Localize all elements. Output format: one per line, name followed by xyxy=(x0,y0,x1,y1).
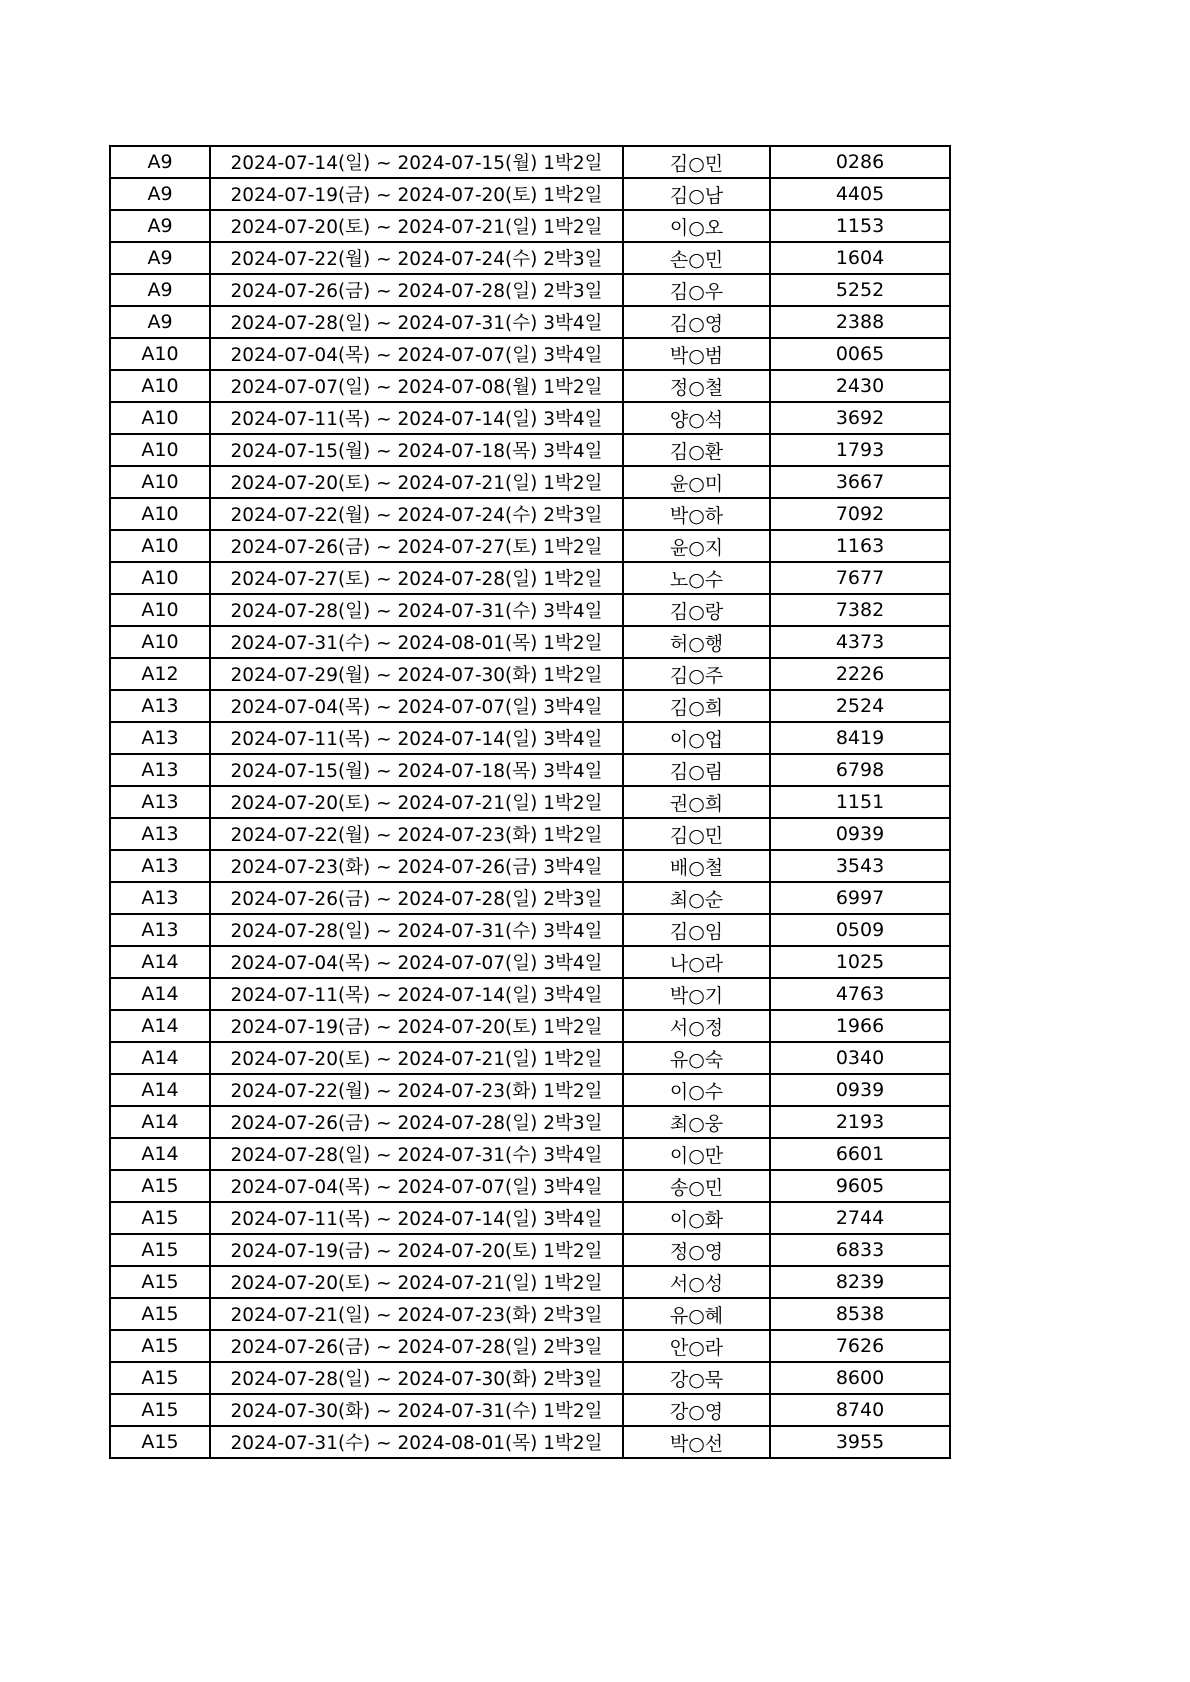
table-row xyxy=(110,946,950,978)
stay-period-cell: 2024-07-28(일) ~ 2024-07-30(화) 2박3일 xyxy=(210,1362,623,1394)
table-row xyxy=(110,850,950,882)
room-cell: A9 xyxy=(110,242,210,274)
room-cell: A13 xyxy=(110,754,210,786)
phone-suffix-cell: 1163 xyxy=(770,530,950,562)
room-cell: A13 xyxy=(110,882,210,914)
room-cell: A10 xyxy=(110,338,210,370)
table-row xyxy=(110,914,950,946)
table-row xyxy=(110,882,950,914)
table-row xyxy=(110,594,950,626)
table-row xyxy=(110,530,950,562)
stay-period-cell: 2024-07-26(금) ~ 2024-07-28(일) 2박3일 xyxy=(210,1330,623,1362)
stay-period-cell: 2024-07-29(월) ~ 2024-07-30(화) 1박2일 xyxy=(210,658,623,690)
phone-suffix-cell: 9605 xyxy=(770,1170,950,1202)
stay-period-cell: 2024-07-04(목) ~ 2024-07-07(일) 3박4일 xyxy=(210,338,623,370)
phone-suffix-cell: 6833 xyxy=(770,1234,950,1266)
stay-period-cell: 2024-07-04(목) ~ 2024-07-07(일) 3박4일 xyxy=(210,946,623,978)
room-cell: A15 xyxy=(110,1362,210,1394)
table-row xyxy=(110,978,950,1010)
room-cell: A15 xyxy=(110,1170,210,1202)
table-row xyxy=(110,1362,950,1394)
room-cell: A15 xyxy=(110,1202,210,1234)
stay-period-cell: 2024-07-11(목) ~ 2024-07-14(일) 3박4일 xyxy=(210,722,623,754)
stay-period-cell: 2024-07-20(토) ~ 2024-07-21(일) 1박2일 xyxy=(210,210,623,242)
table-row xyxy=(110,498,950,530)
phone-suffix-cell: 7382 xyxy=(770,594,950,626)
guest-name-cell: 서○성 xyxy=(623,1266,770,1298)
room-cell: A13 xyxy=(110,818,210,850)
table-row xyxy=(110,1234,950,1266)
room-cell: A13 xyxy=(110,850,210,882)
table-row xyxy=(110,1298,950,1330)
stay-period-cell: 2024-07-11(목) ~ 2024-07-14(일) 3박4일 xyxy=(210,1202,623,1234)
stay-period-cell: 2024-07-28(일) ~ 2024-07-31(수) 3박4일 xyxy=(210,914,623,946)
room-cell: A10 xyxy=(110,466,210,498)
guest-name-cell: 강○묵 xyxy=(623,1362,770,1394)
guest-name-cell: 박○기 xyxy=(623,978,770,1010)
stay-period-cell: 2024-07-26(금) ~ 2024-07-28(일) 2박3일 xyxy=(210,1106,623,1138)
phone-suffix-cell: 3692 xyxy=(770,402,950,434)
stay-period-cell: 2024-07-22(월) ~ 2024-07-23(화) 1박2일 xyxy=(210,1074,623,1106)
guest-name-cell: 이○수 xyxy=(623,1074,770,1106)
table-row xyxy=(110,370,950,402)
table-row xyxy=(110,562,950,594)
guest-name-cell: 강○영 xyxy=(623,1394,770,1426)
table-row xyxy=(110,1010,950,1042)
table-row xyxy=(110,1042,950,1074)
phone-suffix-cell: 5252 xyxy=(770,274,950,306)
reservation-table-body xyxy=(110,146,950,1458)
stay-period-cell: 2024-07-15(월) ~ 2024-07-18(목) 3박4일 xyxy=(210,754,623,786)
guest-name-cell: 안○라 xyxy=(623,1330,770,1362)
guest-name-cell: 양○석 xyxy=(623,402,770,434)
guest-name-cell: 김○우 xyxy=(623,274,770,306)
room-cell: A13 xyxy=(110,786,210,818)
room-cell: A12 xyxy=(110,658,210,690)
table-row xyxy=(110,626,950,658)
guest-name-cell: 이○업 xyxy=(623,722,770,754)
room-cell: A10 xyxy=(110,498,210,530)
room-cell: A10 xyxy=(110,402,210,434)
phone-suffix-cell: 1793 xyxy=(770,434,950,466)
guest-name-cell: 노○수 xyxy=(623,562,770,594)
room-cell: A10 xyxy=(110,530,210,562)
phone-suffix-cell: 2388 xyxy=(770,306,950,338)
guest-name-cell: 김○남 xyxy=(623,178,770,210)
phone-suffix-cell: 0509 xyxy=(770,914,950,946)
guest-name-cell: 나○라 xyxy=(623,946,770,978)
guest-name-cell: 김○림 xyxy=(623,754,770,786)
phone-suffix-cell: 3955 xyxy=(770,1426,950,1458)
room-cell: A10 xyxy=(110,562,210,594)
guest-name-cell: 박○선 xyxy=(623,1426,770,1458)
phone-suffix-cell: 8239 xyxy=(770,1266,950,1298)
table-row xyxy=(110,754,950,786)
stay-period-cell: 2024-07-20(토) ~ 2024-07-21(일) 1박2일 xyxy=(210,1266,623,1298)
table-row xyxy=(110,1266,950,1298)
guest-name-cell: 김○민 xyxy=(623,818,770,850)
stay-period-cell: 2024-07-19(금) ~ 2024-07-20(토) 1박2일 xyxy=(210,1234,623,1266)
guest-name-cell: 최○순 xyxy=(623,882,770,914)
phone-suffix-cell: 1966 xyxy=(770,1010,950,1042)
room-cell: A15 xyxy=(110,1330,210,1362)
table-row xyxy=(110,818,950,850)
room-cell: A10 xyxy=(110,626,210,658)
stay-period-cell: 2024-07-11(목) ~ 2024-07-14(일) 3박4일 xyxy=(210,978,623,1010)
table-row xyxy=(110,658,950,690)
phone-suffix-cell: 6997 xyxy=(770,882,950,914)
table-row xyxy=(110,274,950,306)
table-row xyxy=(110,1138,950,1170)
guest-name-cell: 김○주 xyxy=(623,658,770,690)
phone-suffix-cell: 8538 xyxy=(770,1298,950,1330)
guest-name-cell: 윤○지 xyxy=(623,530,770,562)
table-row xyxy=(110,146,950,178)
phone-suffix-cell: 8740 xyxy=(770,1394,950,1426)
guest-name-cell: 김○임 xyxy=(623,914,770,946)
phone-suffix-cell: 2524 xyxy=(770,690,950,722)
room-cell: A9 xyxy=(110,210,210,242)
table-row xyxy=(110,338,950,370)
phone-suffix-cell: 2744 xyxy=(770,1202,950,1234)
table-row xyxy=(110,1074,950,1106)
stay-period-cell: 2024-07-28(일) ~ 2024-07-31(수) 3박4일 xyxy=(210,1138,623,1170)
room-cell: A14 xyxy=(110,1138,210,1170)
phone-suffix-cell: 0939 xyxy=(770,818,950,850)
guest-name-cell: 송○민 xyxy=(623,1170,770,1202)
stay-period-cell: 2024-07-21(일) ~ 2024-07-23(화) 2박3일 xyxy=(210,1298,623,1330)
room-cell: A9 xyxy=(110,178,210,210)
phone-suffix-cell: 2226 xyxy=(770,658,950,690)
stay-period-cell: 2024-07-26(금) ~ 2024-07-27(토) 1박2일 xyxy=(210,530,623,562)
phone-suffix-cell: 1153 xyxy=(770,210,950,242)
room-cell: A14 xyxy=(110,1106,210,1138)
guest-name-cell: 최○웅 xyxy=(623,1106,770,1138)
stay-period-cell: 2024-07-20(토) ~ 2024-07-21(일) 1박2일 xyxy=(210,466,623,498)
table-row xyxy=(110,1106,950,1138)
phone-suffix-cell: 0340 xyxy=(770,1042,950,1074)
phone-suffix-cell: 6601 xyxy=(770,1138,950,1170)
stay-period-cell: 2024-07-30(화) ~ 2024-07-31(수) 1박2일 xyxy=(210,1394,623,1426)
phone-suffix-cell: 0286 xyxy=(770,146,950,178)
guest-name-cell: 박○하 xyxy=(623,498,770,530)
stay-period-cell: 2024-07-04(목) ~ 2024-07-07(일) 3박4일 xyxy=(210,1170,623,1202)
stay-period-cell: 2024-07-19(금) ~ 2024-07-20(토) 1박2일 xyxy=(210,1010,623,1042)
room-cell: A13 xyxy=(110,722,210,754)
table-row xyxy=(110,434,950,466)
guest-name-cell: 이○화 xyxy=(623,1202,770,1234)
room-cell: A14 xyxy=(110,1074,210,1106)
room-cell: A14 xyxy=(110,978,210,1010)
phone-suffix-cell: 6798 xyxy=(770,754,950,786)
guest-name-cell: 허○행 xyxy=(623,626,770,658)
table-row xyxy=(110,1426,950,1458)
guest-name-cell: 정○영 xyxy=(623,1234,770,1266)
stay-period-cell: 2024-07-31(수) ~ 2024-08-01(목) 1박2일 xyxy=(210,626,623,658)
guest-name-cell: 김○영 xyxy=(623,306,770,338)
phone-suffix-cell: 4763 xyxy=(770,978,950,1010)
room-cell: A10 xyxy=(110,370,210,402)
guest-name-cell: 유○혜 xyxy=(623,1298,770,1330)
stay-period-cell: 2024-07-22(월) ~ 2024-07-23(화) 1박2일 xyxy=(210,818,623,850)
room-cell: A9 xyxy=(110,306,210,338)
table-row xyxy=(110,1394,950,1426)
stay-period-cell: 2024-07-22(월) ~ 2024-07-24(수) 2박3일 xyxy=(210,242,623,274)
guest-name-cell: 윤○미 xyxy=(623,466,770,498)
guest-name-cell: 박○범 xyxy=(623,338,770,370)
stay-period-cell: 2024-07-07(일) ~ 2024-07-08(월) 1박2일 xyxy=(210,370,623,402)
phone-suffix-cell: 1151 xyxy=(770,786,950,818)
guest-name-cell: 김○희 xyxy=(623,690,770,722)
table-row xyxy=(110,210,950,242)
guest-name-cell: 김○민 xyxy=(623,146,770,178)
stay-period-cell: 2024-07-04(목) ~ 2024-07-07(일) 3박4일 xyxy=(210,690,623,722)
phone-suffix-cell: 0065 xyxy=(770,338,950,370)
stay-period-cell: 2024-07-26(금) ~ 2024-07-28(일) 2박3일 xyxy=(210,882,623,914)
stay-period-cell: 2024-07-28(일) ~ 2024-07-31(수) 3박4일 xyxy=(210,306,623,338)
stay-period-cell: 2024-07-19(금) ~ 2024-07-20(토) 1박2일 xyxy=(210,178,623,210)
room-cell: A13 xyxy=(110,914,210,946)
table-row xyxy=(110,690,950,722)
room-cell: A15 xyxy=(110,1394,210,1426)
guest-name-cell: 손○민 xyxy=(623,242,770,274)
table-row xyxy=(110,306,950,338)
phone-suffix-cell: 3667 xyxy=(770,466,950,498)
room-cell: A13 xyxy=(110,690,210,722)
stay-period-cell: 2024-07-20(토) ~ 2024-07-21(일) 1박2일 xyxy=(210,1042,623,1074)
phone-suffix-cell: 7092 xyxy=(770,498,950,530)
stay-period-cell: 2024-07-11(목) ~ 2024-07-14(일) 3박4일 xyxy=(210,402,623,434)
stay-period-cell: 2024-07-31(수) ~ 2024-08-01(목) 1박2일 xyxy=(210,1426,623,1458)
table-row xyxy=(110,1330,950,1362)
guest-name-cell: 서○정 xyxy=(623,1010,770,1042)
guest-name-cell: 김○랑 xyxy=(623,594,770,626)
table-row xyxy=(110,1202,950,1234)
stay-period-cell: 2024-07-15(월) ~ 2024-07-18(목) 3박4일 xyxy=(210,434,623,466)
room-cell: A10 xyxy=(110,434,210,466)
guest-name-cell: 이○만 xyxy=(623,1138,770,1170)
guest-name-cell: 유○숙 xyxy=(623,1042,770,1074)
guest-name-cell: 정○철 xyxy=(623,370,770,402)
phone-suffix-cell: 1025 xyxy=(770,946,950,978)
phone-suffix-cell: 4405 xyxy=(770,178,950,210)
stay-period-cell: 2024-07-22(월) ~ 2024-07-24(수) 2박3일 xyxy=(210,498,623,530)
room-cell: A15 xyxy=(110,1298,210,1330)
stay-period-cell: 2024-07-20(토) ~ 2024-07-21(일) 1박2일 xyxy=(210,786,623,818)
phone-suffix-cell: 8419 xyxy=(770,722,950,754)
guest-name-cell: 권○희 xyxy=(623,786,770,818)
phone-suffix-cell: 0939 xyxy=(770,1074,950,1106)
room-cell: A9 xyxy=(110,146,210,178)
phone-suffix-cell: 4373 xyxy=(770,626,950,658)
phone-suffix-cell: 2430 xyxy=(770,370,950,402)
room-cell: A9 xyxy=(110,274,210,306)
phone-suffix-cell: 3543 xyxy=(770,850,950,882)
phone-suffix-cell: 7677 xyxy=(770,562,950,594)
room-cell: A15 xyxy=(110,1234,210,1266)
guest-name-cell: 배○철 xyxy=(623,850,770,882)
table-row xyxy=(110,402,950,434)
room-cell: A14 xyxy=(110,1010,210,1042)
phone-suffix-cell: 2193 xyxy=(770,1106,950,1138)
phone-suffix-cell: 7626 xyxy=(770,1330,950,1362)
table-row xyxy=(110,466,950,498)
stay-period-cell: 2024-07-23(화) ~ 2024-07-26(금) 3박4일 xyxy=(210,850,623,882)
table-row xyxy=(110,242,950,274)
room-cell: A14 xyxy=(110,946,210,978)
stay-period-cell: 2024-07-14(일) ~ 2024-07-15(월) 1박2일 xyxy=(210,146,623,178)
table-row xyxy=(110,1170,950,1202)
phone-suffix-cell: 8600 xyxy=(770,1362,950,1394)
reservation-table xyxy=(109,145,951,1459)
room-cell: A14 xyxy=(110,1042,210,1074)
stay-period-cell: 2024-07-26(금) ~ 2024-07-28(일) 2박3일 xyxy=(210,274,623,306)
room-cell: A15 xyxy=(110,1426,210,1458)
stay-period-cell: 2024-07-28(일) ~ 2024-07-31(수) 3박4일 xyxy=(210,594,623,626)
room-cell: A10 xyxy=(110,594,210,626)
table-row xyxy=(110,722,950,754)
guest-name-cell: 이○오 xyxy=(623,210,770,242)
table-row xyxy=(110,786,950,818)
phone-suffix-cell: 1604 xyxy=(770,242,950,274)
table-row xyxy=(110,178,950,210)
guest-name-cell: 김○환 xyxy=(623,434,770,466)
stay-period-cell: 2024-07-27(토) ~ 2024-07-28(일) 1박2일 xyxy=(210,562,623,594)
room-cell: A15 xyxy=(110,1266,210,1298)
